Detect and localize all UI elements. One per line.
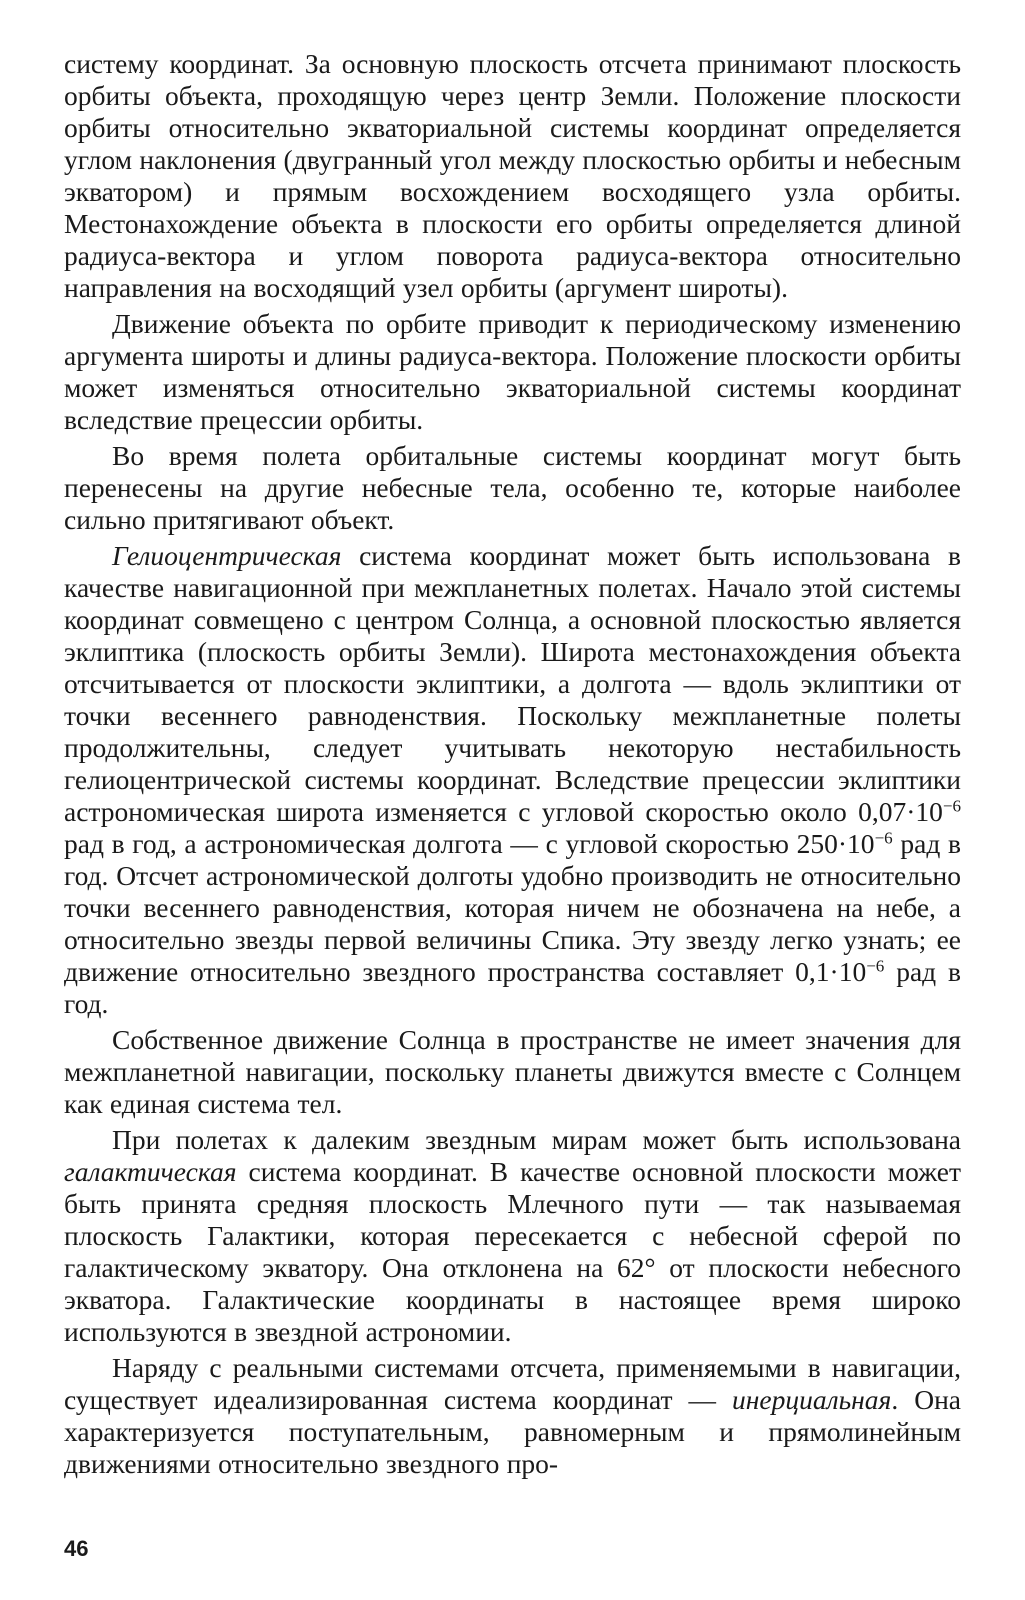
paragraph bbox=[64, 1124, 961, 1348]
paragraph bbox=[64, 440, 961, 536]
text-run: систему координат. За основную плоскость отсчета принимают плоскость орбиты объекта, проходящую через центр Земли. Положение плоскости орбиты относительно экваториальной системы координат определяется углом наклонения (двугранный угол между плоскостью орбиты и небесным экватором) и прямым восхождением восходящего узла орбиты. Местонахождение объекта в плоскости его орбиты определяется длиной радиуса-вектора и углом поворота радиуса-вектора относительно направления на восходящий узел орбиты (аргумент широты). bbox=[64, 48, 961, 303]
page-text bbox=[64, 48, 961, 1480]
exponent: −6 bbox=[874, 828, 893, 848]
text-run: Собственное движение Солнца в пространстве не имеет значения для межпланетной навигации, поскольку планеты движутся вместе с Солнцем как единая система тел. bbox=[64, 1024, 961, 1119]
text-run: . Она характеризуется поступательным, равномерным и прямолинейным движениями относительно звездного про- bbox=[64, 1384, 961, 1479]
text-run: рад в год, а астрономическая долгота — с угловой скоростью 250·10 bbox=[64, 828, 875, 859]
page-number: 46 bbox=[64, 1536, 89, 1561]
exponent: −6 bbox=[866, 956, 885, 976]
paragraph bbox=[64, 48, 961, 304]
text-run: рад в год. Отсчет астрономической долготы удобно производить не относительно точки весеннего равноденствия, которая ничем не обозначена на небе, а относительно звезды первой величины Спика. Эту звезду легко узнать; ее движение относительно звездного пространства составляет 0,1·10 bbox=[64, 828, 961, 987]
text-run: При полетах к далеким звездным мирам может быть использована bbox=[112, 1124, 961, 1155]
text-run: система координат может быть использована в качестве навигационной при межпланетных полетах. Начало этой системы координат совмещено с центром Солнца, а основной плоскостью является эклиптика (плоскость орбиты Земли). Широта местонахождения объекта отсчитывается от плоскости эклиптики, а долгота — вдоль эклиптики от точки весеннего равноденствия. Поскольку межпланетные полеты продолжительны, следует учитывать некоторую нестабильность гелиоцентрической системы координат. Вследствие прецессии эклиптики астрономическая широта изменяется с угловой скоростью около 0,07·10 bbox=[64, 540, 961, 827]
text-run: Движение объекта по орбите приводит к периодическому изменению аргумента широты и длины радиуса-вектора. Положение плоскости орбиты может изменяться относительно экваториальной системы координат вследствие прецессии орбиты. bbox=[64, 308, 961, 435]
text-run: система координат. В качестве основной плоскости может быть принята средняя плоскость Млечного пути — так называемая плоскость Галактики, которая пересекается с небесной сферой по галактическому экватору. Она отклонена на 62° от плоскости небесного экватора. Галактические координаты в настоящее время широко используются в звездной астрономии. bbox=[64, 1156, 961, 1347]
text-run: рад в год. bbox=[64, 956, 961, 1019]
paragraph bbox=[64, 1024, 961, 1120]
italic-term: инерциальная bbox=[732, 1384, 892, 1415]
italic-term: галактическая bbox=[64, 1156, 237, 1187]
italic-term: Гелиоцентрическая bbox=[112, 540, 342, 571]
paragraph bbox=[64, 308, 961, 436]
exponent: −6 bbox=[942, 796, 961, 816]
text-run: Во время полета орбитальные системы координат могут быть перенесены на другие небесные тела, особенно те, которые наиболее сильно притягивают объект. bbox=[64, 440, 961, 535]
paragraph bbox=[64, 540, 961, 1020]
text-run: Наряду с реальными системами отсчета, применяемыми в навигации, существует идеализированная система координат — bbox=[64, 1352, 961, 1415]
paragraph bbox=[64, 1352, 961, 1480]
